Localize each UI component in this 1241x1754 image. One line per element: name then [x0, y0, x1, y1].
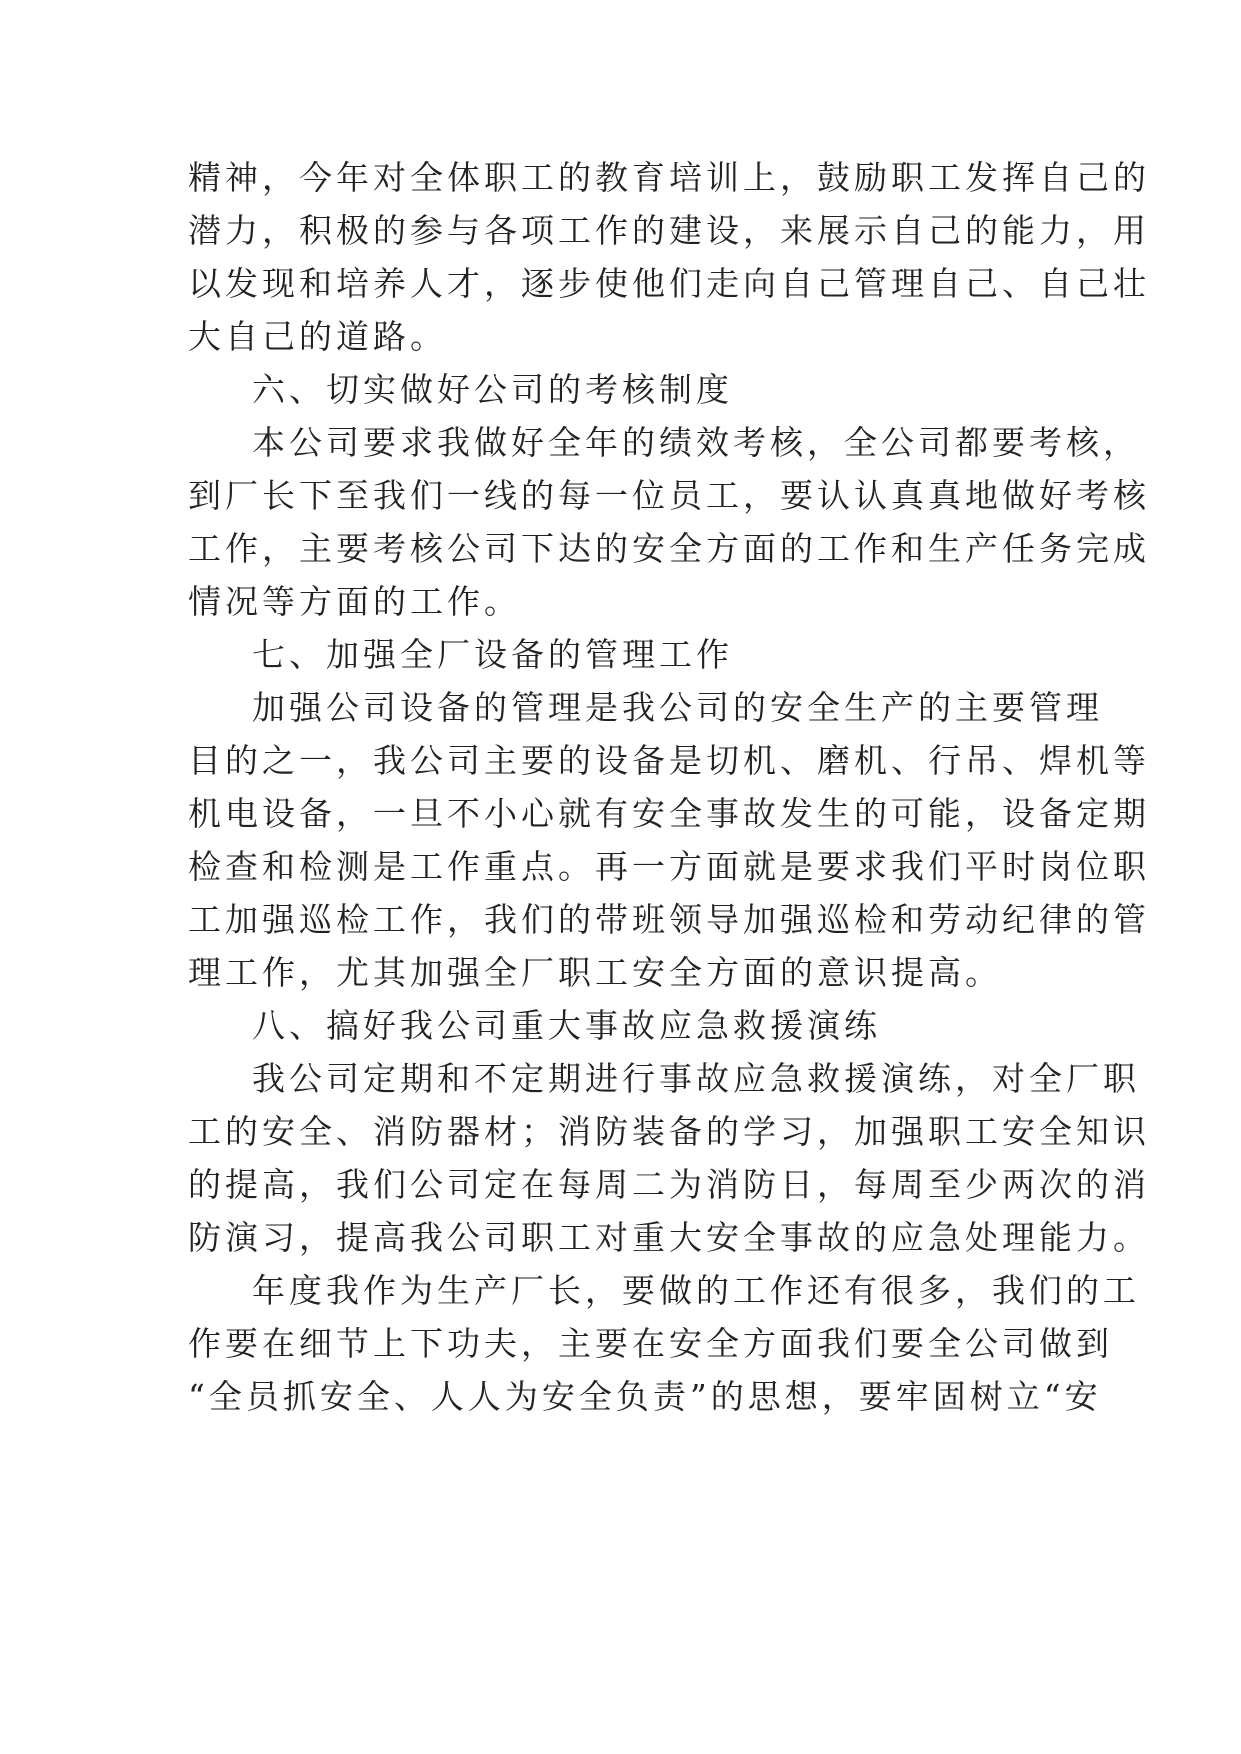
text-line: 我公司定期和不定期进行事故应急救援演练，对全厂职: [252, 1059, 1140, 1098]
text-line: 情况等方面的工作。: [188, 582, 521, 621]
text-line: 工的安全、消防器材；消防装备的学习，加强职工安全知识: [188, 1112, 1150, 1151]
text-line: 机电设备，一旦不小心就有安全事故发生的可能，设备定期: [188, 794, 1150, 833]
text-line: 潜力，积极的参与各项工作的建设，来展示自己的能力，用: [188, 211, 1150, 250]
text-line: 防演习，提高我公司职工对重大安全事故的应急处理能力。: [188, 1218, 1150, 1257]
section-heading: 八、搞好我公司重大事故应急救援演练: [252, 1006, 881, 1045]
section-heading: 六、切实做好公司的考核制度: [252, 370, 733, 409]
section-heading: 七、加强全厂设备的管理工作: [252, 635, 733, 674]
text-line: 理工作，尤其加强全厂职工安全方面的意识提高。: [188, 953, 1002, 992]
text-line: 检查和检测是工作重点。再一方面就是要求我们平时岗位职: [188, 847, 1150, 886]
text-line: 工加强巡检工作，我们的带班领导加强巡检和劳动纪律的管: [188, 900, 1150, 939]
text-line: 大自己的道路。: [188, 317, 447, 356]
text-line: 年度我作为生产厂长，要做的工作还有很多，我们的工: [252, 1271, 1140, 1310]
text-line: 工作，主要考核公司下达的安全方面的工作和生产任务完成: [188, 529, 1150, 568]
text-line: 的提高，我们公司定在每周二为消防日，每周至少两次的消: [188, 1165, 1150, 1204]
text-line: “全员抓安全、人人为安全负责”的思想，要牢固树立“安: [188, 1377, 1102, 1416]
text-line: 以发现和培养人才，逐步使他们走向自己管理自己、自己壮: [188, 264, 1150, 303]
text-line: 到厂长下至我们一线的每一位员工，要认认真真地做好考核: [188, 476, 1150, 515]
text-line: 作要在细节上下功夫，主要在安全方面我们要全公司做到: [188, 1324, 1113, 1363]
text-line: 加强公司设备的管理是我公司的安全生产的主要管理: [252, 688, 1103, 727]
text-line: 本公司要求我做好全年的绩效考核，全公司都要考核，: [252, 423, 1140, 462]
text-line: 精神，今年对全体职工的教育培训上，鼓励职工发挥自己的: [188, 158, 1150, 197]
text-line: 目的之一，我公司主要的设备是切机、磨机、行吊、焊机等: [188, 741, 1150, 780]
